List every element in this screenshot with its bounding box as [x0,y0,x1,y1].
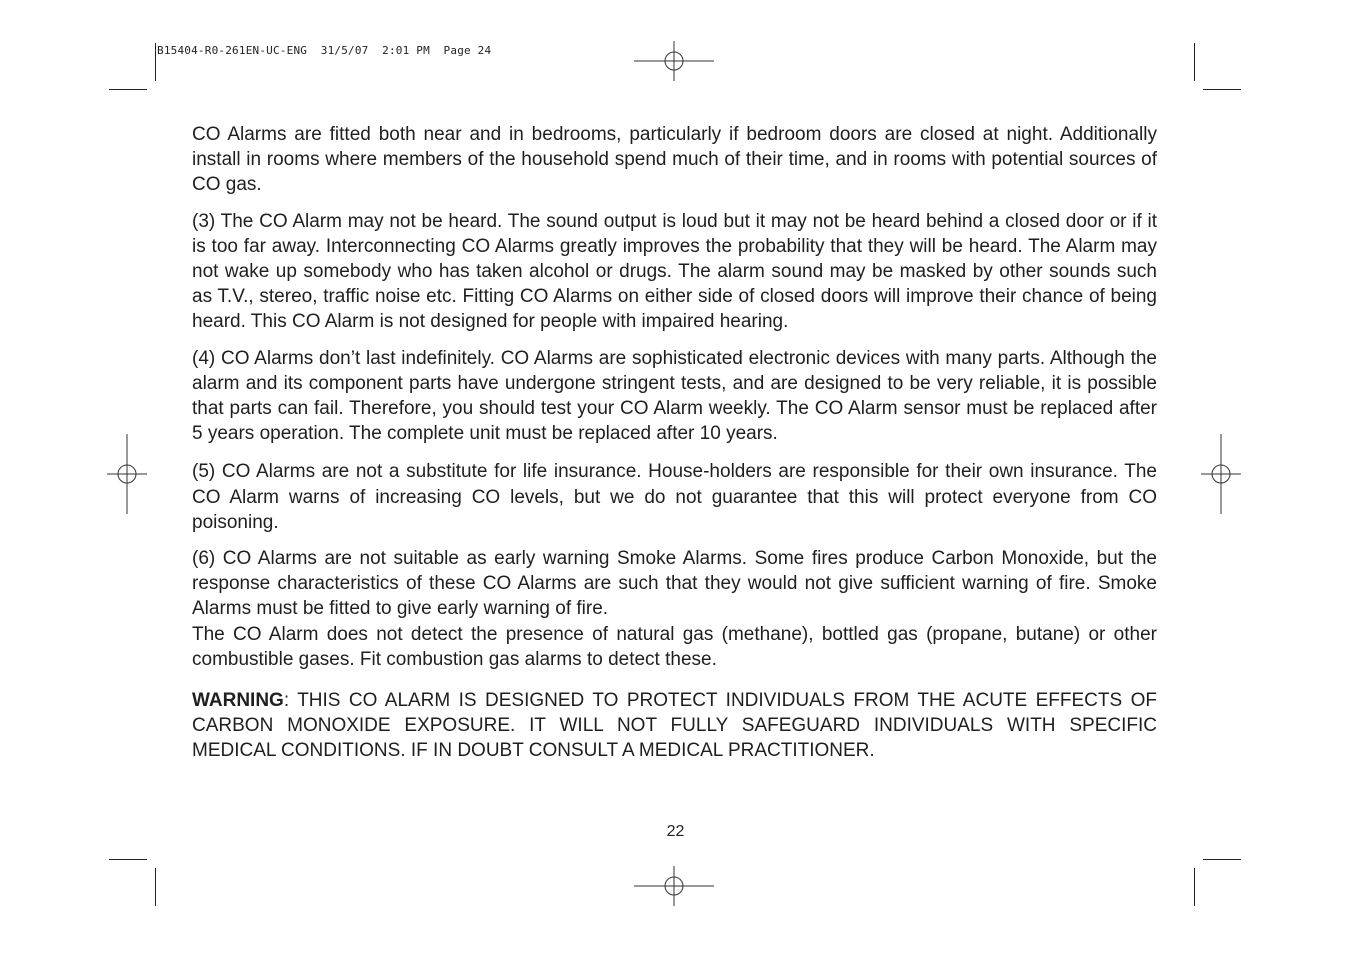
crop-mark-bottom-left-vertical [155,868,156,906]
page-number: 22 [666,823,685,840]
crop-mark-top-left-horizontal [109,89,147,90]
registration-mark-bottom-icon [634,866,714,906]
registration-mark-top-icon [634,41,714,81]
crop-mark-top-left-vertical [155,43,156,81]
paragraph-alarm-not-heard: (3) The CO Alarm may not be heard. The sound output is loud but it may not be heard behind a closed door or if it is too far away. Interconnecting CO Alarms greatly improves the probability that they will be heard. The Alarm may not wake up somebody who has taken alcohol or drugs. The alarm sound may be masked by other sounds such as T.V., stereo, traffic noise etc. Fitting CO Alarms on either side of closed doors will improve their chance of being heard. This CO Alarm is not designed for people with impaired hearing. [192,210,1157,333]
body-text [192,122,1157,764]
crop-mark-top-right-vertical [1194,43,1195,81]
print-slug: B15404-R0-261EN-UC-ENG 31/5/07 2:01 PM Page 24 [157,44,492,57]
registration-mark-right-icon [1201,434,1241,514]
warning-paragraph [192,688,1157,764]
warning-text: : THIS CO ALARM IS DESIGNED TO PROTECT INDIVIDUALS FROM THE ACUTE EFFECTS OF CARBON MONOXIDE EXPOSURE. IT WILL NOT FULLY SAFEGUARD INDIVIDUALS WITH SPECIFIC MEDICAL CONDITIONS. IF IN DOUBT CONSULT A MEDICAL PRACTITIONER. [192,690,1157,762]
warning-label: WARNING [192,690,284,712]
crop-mark-bottom-right-vertical [1194,868,1195,906]
paragraph-alarm-lifespan: (4) CO Alarms don’t last indefinitely. CO Alarms are sophisticated electronic devices with many parts. Although the alarm and its component parts have undergone stringent tests, and are designed to be very reliable, it is possible that parts can fail. Therefore, you should test your CO Alarm weekly. The CO Alarm sensor must be replaced after 5 years operation. The complete unit must be replaced after 10 years. [192,347,1157,445]
crop-mark-top-right-horizontal [1203,89,1241,90]
crop-mark-bottom-left-horizontal [109,859,147,860]
paragraph-bedroom-placement: CO Alarms are fitted both near and in bedrooms, particularly if bedroom doors are closed at night. Additionally install in rooms where members of the household spend much of their time, and in rooms with potential sources of CO gas. [192,124,1157,196]
paragraph-insurance: (5) CO Alarms are not a substitute for life insurance. House-holders are responsible for their own insurance. The CO Alarm warns of increasing CO levels, but we do not guarantee that this will protect everyone from CO poisoning. [192,461,1157,533]
paragraph-combustible-gases: The CO Alarm does not detect the presence of natural gas (methane), bottled gas (propane, butane) or other combustible gases. Fit combustion gas alarms to detect these. [192,623,1157,670]
paragraph-smoke-alarms: (6) CO Alarms are not suitable as early warning Smoke Alarms. Some fires produce Carbon Monoxide, but the response characteristics of these CO Alarms are such that they would not give sufficient warning of fire. Smoke Alarms must be fitted to give early warning of fire. [192,548,1157,620]
registration-mark-left-icon [107,434,147,514]
crop-mark-bottom-right-horizontal [1203,859,1241,860]
